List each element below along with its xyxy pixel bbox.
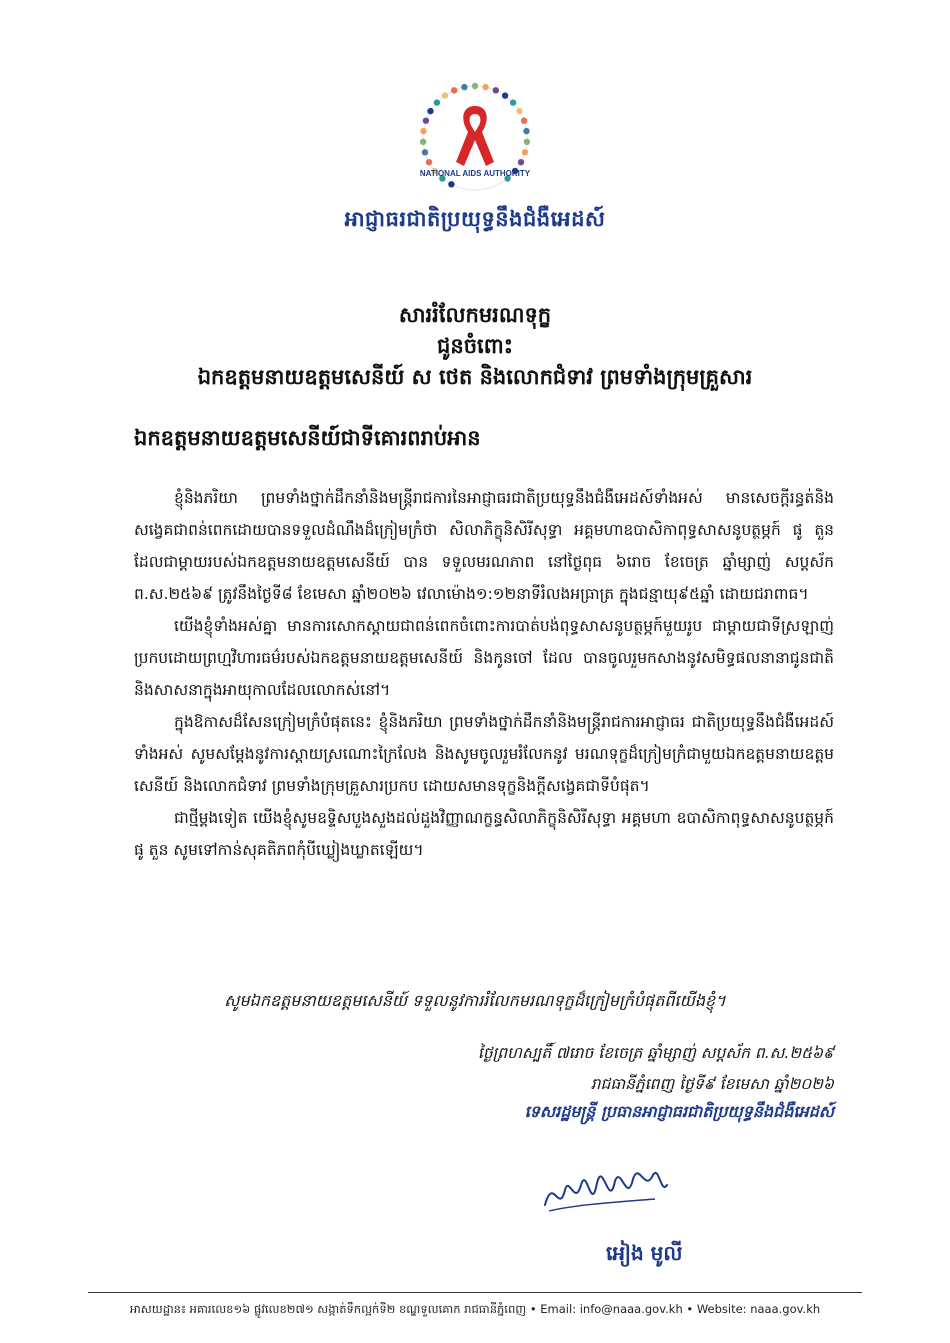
logo-figure	[442, 92, 448, 98]
title-line-3: ឯកឧត្តមនាយឧត្តមសេនីយ៍ ស ថេត និងលោកជំទាវ ព្រមទាំងក្រុមគ្រួសារ	[197, 365, 753, 389]
date-solar: រាជធានីភ្នំពេញ ថ្ងៃទី៩ ខែមេសា ឆ្នាំ២០២៦	[590, 1075, 834, 1093]
logo-figure	[426, 159, 432, 165]
logo-figure	[516, 108, 522, 114]
logo-figure	[524, 139, 530, 145]
logo-figure	[518, 159, 524, 165]
closing-line: សូមឯកឧត្តមនាយឧត្តមសេនីយ៍ ទទួលនូវការរំលែកមរណទុក្ខដ៏ក្រៀមក្រំបំផុតពីយើងខ្ញុំ។	[224, 991, 726, 1010]
letter-title	[0, 300, 950, 393]
paragraph: ខ្ញុំនិងភរិយា ព្រមទាំងថ្នាក់ដឹកនាំនិងមន្ត្រីរាជការនៃអាជ្ញាធរជាតិប្រយុទ្ធនឹងជំងឺអេដស៍ទាំងអស់ មានសេចក្តីរន្ធត់និងសង្វេគជាពន់ពេកដោយបានទទួលដំណឹងដ៏ក្រៀមក្រំថា សិលាភិក្ខុនិសិរីសុទ្ធា អគ្គមហាឧបាសិកាពុទ្ធសាសនូបត្ថម្ភក៍ ផូ តួន ដែលជាម្តាយរបស់ឯកឧត្តមនាយឧត្តមសេនីយ៍ បាន ទទួលមរណភាព នៅថ្ងៃពុធ ៦រោច ខែចេត្រ ឆ្នាំម្សាញ់ សប្តស័ក ព.ស.២៥៦៩ ត្រូវនឹងថ្ងៃទី៨ ខែមេសា ឆ្នាំ២០២៦ វេលាម៉ោង១:១២នាទីរំលងអធ្រាត្រ ក្នុងជន្មាយុ៩៥ឆ្នាំ ដោយជរាពាធ។	[134, 489, 834, 603]
red-ribbon-icon	[456, 106, 494, 166]
footer-divider	[88, 1292, 862, 1293]
paragraph: យើងខ្ញុំទាំងអស់គ្នា មានការសោកស្តាយជាពន់ពេកចំពោះការបាត់បង់ពុទ្ធសាសនូបត្ថម្ភក៍មួយរូប ជាម្តាយជាទីស្រឡាញ់ប្រកបដោយព្រហ្មវិហារធម៌របស់ឯកឧត្តមនាយឧត្តមសេនីយ៍ និងកូនចៅ ដែល បានចូលរួមកសាងនូវសមិទ្ធផលនានាជូនជាតិ និងសាសនាក្នុងអាយុកាលដែលលោកស់នៅ។	[134, 617, 834, 699]
logo-figure	[521, 118, 527, 124]
paragraph: ជាថ្មីម្តងទៀត យើងខ្ញុំសូមឧទ្ទិសបួងសួងដល់ដួងវិញ្ញាណក្ខន្ធសិលាភិក្ខុនិសិរីសុទ្ធា អគ្គមហា ឧបាសិកាពុទ្ធសាសនូបត្ថម្ភក៍ ផូ តួន សូមទៅកាន់សុគតិភពកុំបីឃ្លៀងឃ្លាតឡើយ។	[134, 809, 834, 859]
logo-figure	[510, 99, 516, 105]
letter-body	[134, 482, 834, 866]
signer-name: អៀង មូលី	[606, 1241, 683, 1265]
signatory-title: ទេសរដ្ឋមន្ត្រី ប្រធានអាជ្ញាធរជាតិប្រយុទ្ធនឹងជំងឺអេដស៍	[524, 1102, 834, 1121]
organization-name: អាជ្ញាធរជាតិប្រយុទ្ធនឹងជំងឺអេដស៍	[344, 207, 606, 231]
logo-figure	[422, 149, 428, 155]
date-lunar: ថ្ងៃព្រហស្បតិ៍ ៧រោច ខែចេត្រ ឆ្នាំម្សាញ់ សប្តស័ក ព.ស.២៥៦៩	[477, 1044, 834, 1062]
logo-figure	[451, 87, 457, 93]
handwritten-signature	[535, 1145, 675, 1235]
logo-figure	[522, 149, 528, 155]
national-aids-authority-logo	[400, 76, 550, 206]
logo-figure	[427, 108, 433, 114]
title-line-2: ជូនចំពោះ	[437, 334, 513, 358]
logo-figure	[472, 83, 478, 89]
logo-figure	[420, 128, 426, 134]
logo-figure	[423, 118, 429, 124]
logo-figure	[493, 87, 499, 93]
logo-figure	[448, 181, 454, 187]
logo-text: NATIONAL AIDS AUTHORITY	[419, 169, 531, 178]
logo-figure	[461, 84, 467, 90]
logo-figure	[420, 139, 426, 145]
title-line-1: សាររំលែកមរណទុក្ខ	[398, 303, 552, 327]
paragraph: ក្នុងឱកាសដ៏សែនក្រៀមក្រំបំផុតនេះ ខ្ញុំនិងភរិយា ព្រមទាំងថ្នាក់ដឹកនាំនិងមន្ត្រីរាជការអាជ្ញាធរ ជាតិប្រយុទ្ធនឹងជំងឺអេដស៍ទាំងអស់ សូមសម្តែងនូវការស្តាយស្រណោះក្រៃលែង និងសូមចូលរួមរំលែកនូវ មរណទុក្ខដ៏ក្រៀមក្រំជាមួយឯកឧត្តមនាយឧត្តមសេនីយ៍ និងលោកជំទាវ ព្រមទាំងក្រុមគ្រួសារប្រកប ដោយសមានទុក្ខនិងក្តីសង្វេគជាទីបំផុត។	[134, 713, 834, 795]
logo-figure	[434, 99, 440, 105]
logo-figure	[482, 84, 488, 90]
logo-figure	[523, 128, 529, 134]
salutation: ឯកឧត្តមនាយឧត្តមសេនីយ៍ជាទីគោរពរាប់អាន	[134, 426, 481, 450]
date-block	[478, 1038, 834, 1100]
footer-contact: អាសយដ្ឋាន៖ អគារលេខ១៦ ផ្លូវលេខ២៧១ សង្កាត់ទឹកល្អក់ទី២ ខណ្ឌទួលគោក រាជធានីភ្នំពេញ • Email: info@naaa.gov.kh • Website: naaa.gov.kh	[129, 1302, 821, 1316]
logo-figure	[502, 92, 508, 98]
